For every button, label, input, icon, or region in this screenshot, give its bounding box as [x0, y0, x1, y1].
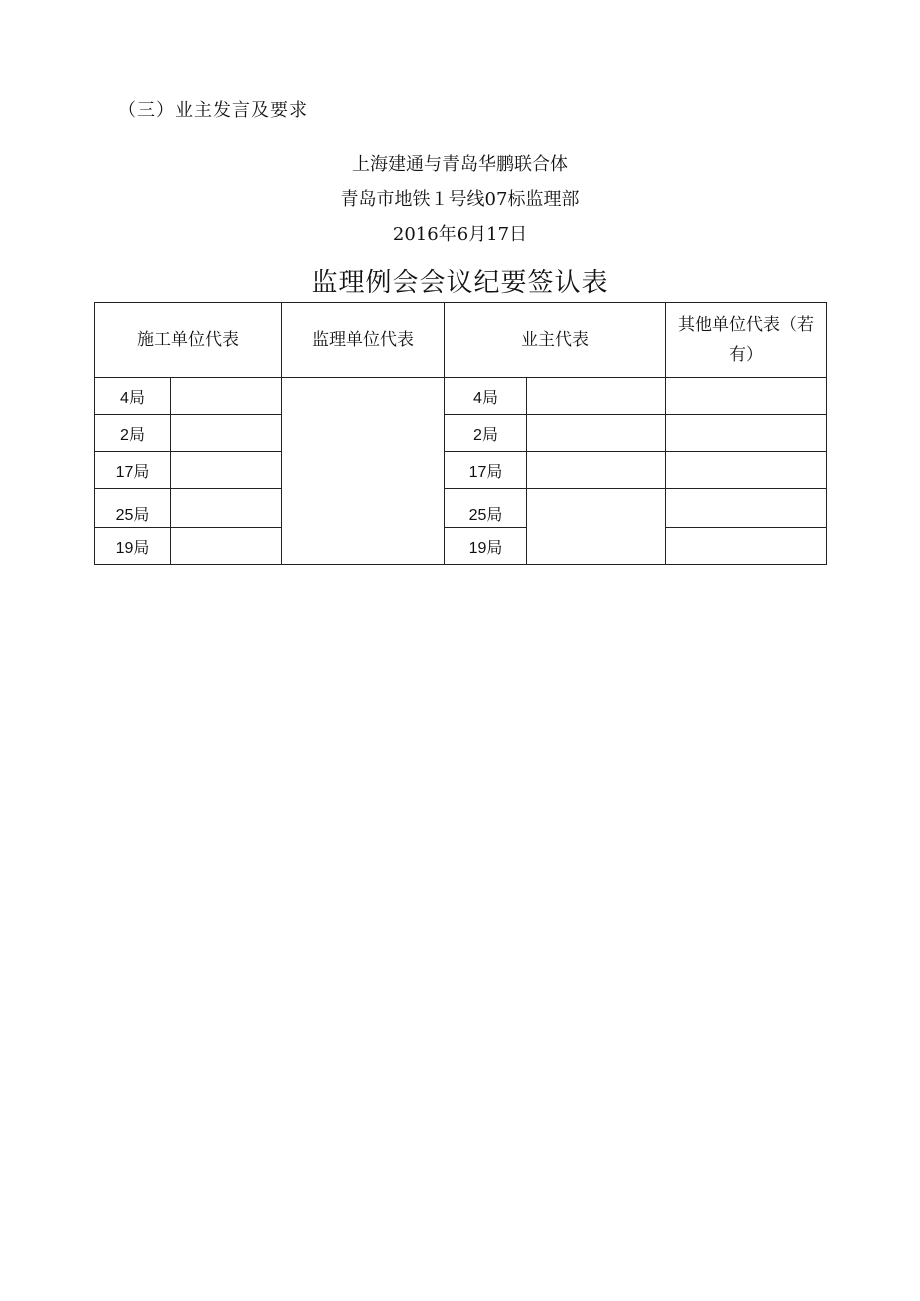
table-row	[95, 489, 827, 528]
construction-bureau-label: 4局	[95, 378, 171, 415]
owner-signature-cell[interactable]	[527, 378, 666, 415]
owner-bureau-label: 4局	[445, 378, 527, 415]
construction-bureau-label: 19局	[95, 528, 171, 565]
construction-signature-cell[interactable]	[171, 415, 282, 452]
header-owner-rep: 业主代表	[445, 303, 666, 378]
header-other-rep: 其他单位代表（若有）	[666, 303, 827, 378]
table-row	[95, 452, 827, 489]
table-row	[95, 415, 827, 452]
organization-name: 上海建通与青岛华鹏联合体	[352, 154, 568, 175]
owner-signature-cell[interactable]	[527, 452, 666, 489]
other-signature-cell[interactable]	[666, 378, 827, 415]
construction-signature-cell[interactable]	[171, 452, 282, 489]
owner-bureau-label: 2局	[445, 415, 527, 452]
document-date: 2016年6月17日	[392, 224, 528, 245]
other-signature-cell[interactable]	[666, 452, 827, 489]
construction-signature-cell[interactable]	[171, 528, 282, 565]
owner-bureau-label: 19局	[445, 528, 527, 565]
header-construction-rep: 施工单位代表	[95, 303, 282, 378]
table-row	[95, 378, 827, 415]
construction-signature-cell[interactable]	[171, 378, 282, 415]
construction-signature-cell[interactable]	[171, 489, 282, 528]
owner-bureau-label: 25局	[445, 489, 527, 528]
other-signature-cell[interactable]	[666, 528, 827, 565]
construction-bureau-label: 2局	[95, 415, 171, 452]
header-supervision-rep: 监理单位代表	[282, 303, 445, 378]
table-row	[95, 528, 827, 565]
table-header-row	[95, 303, 827, 378]
other-signature-cell[interactable]	[666, 415, 827, 452]
construction-bureau-label: 17局	[95, 452, 171, 489]
construction-bureau-label: 25局	[95, 489, 171, 528]
owner-signature-cell[interactable]	[527, 489, 666, 565]
section-heading: （三）业主发言及要求	[118, 100, 308, 121]
owner-signature-cell[interactable]	[527, 415, 666, 452]
table-title: 监理例会会议纪要签认表	[311, 268, 609, 298]
other-signature-cell[interactable]	[666, 489, 827, 528]
supervision-signature-cell[interactable]	[282, 378, 445, 565]
signature-table	[94, 302, 827, 565]
department-name: 青岛市地铁１号线07标监理部	[340, 189, 580, 210]
owner-bureau-label: 17局	[445, 452, 527, 489]
